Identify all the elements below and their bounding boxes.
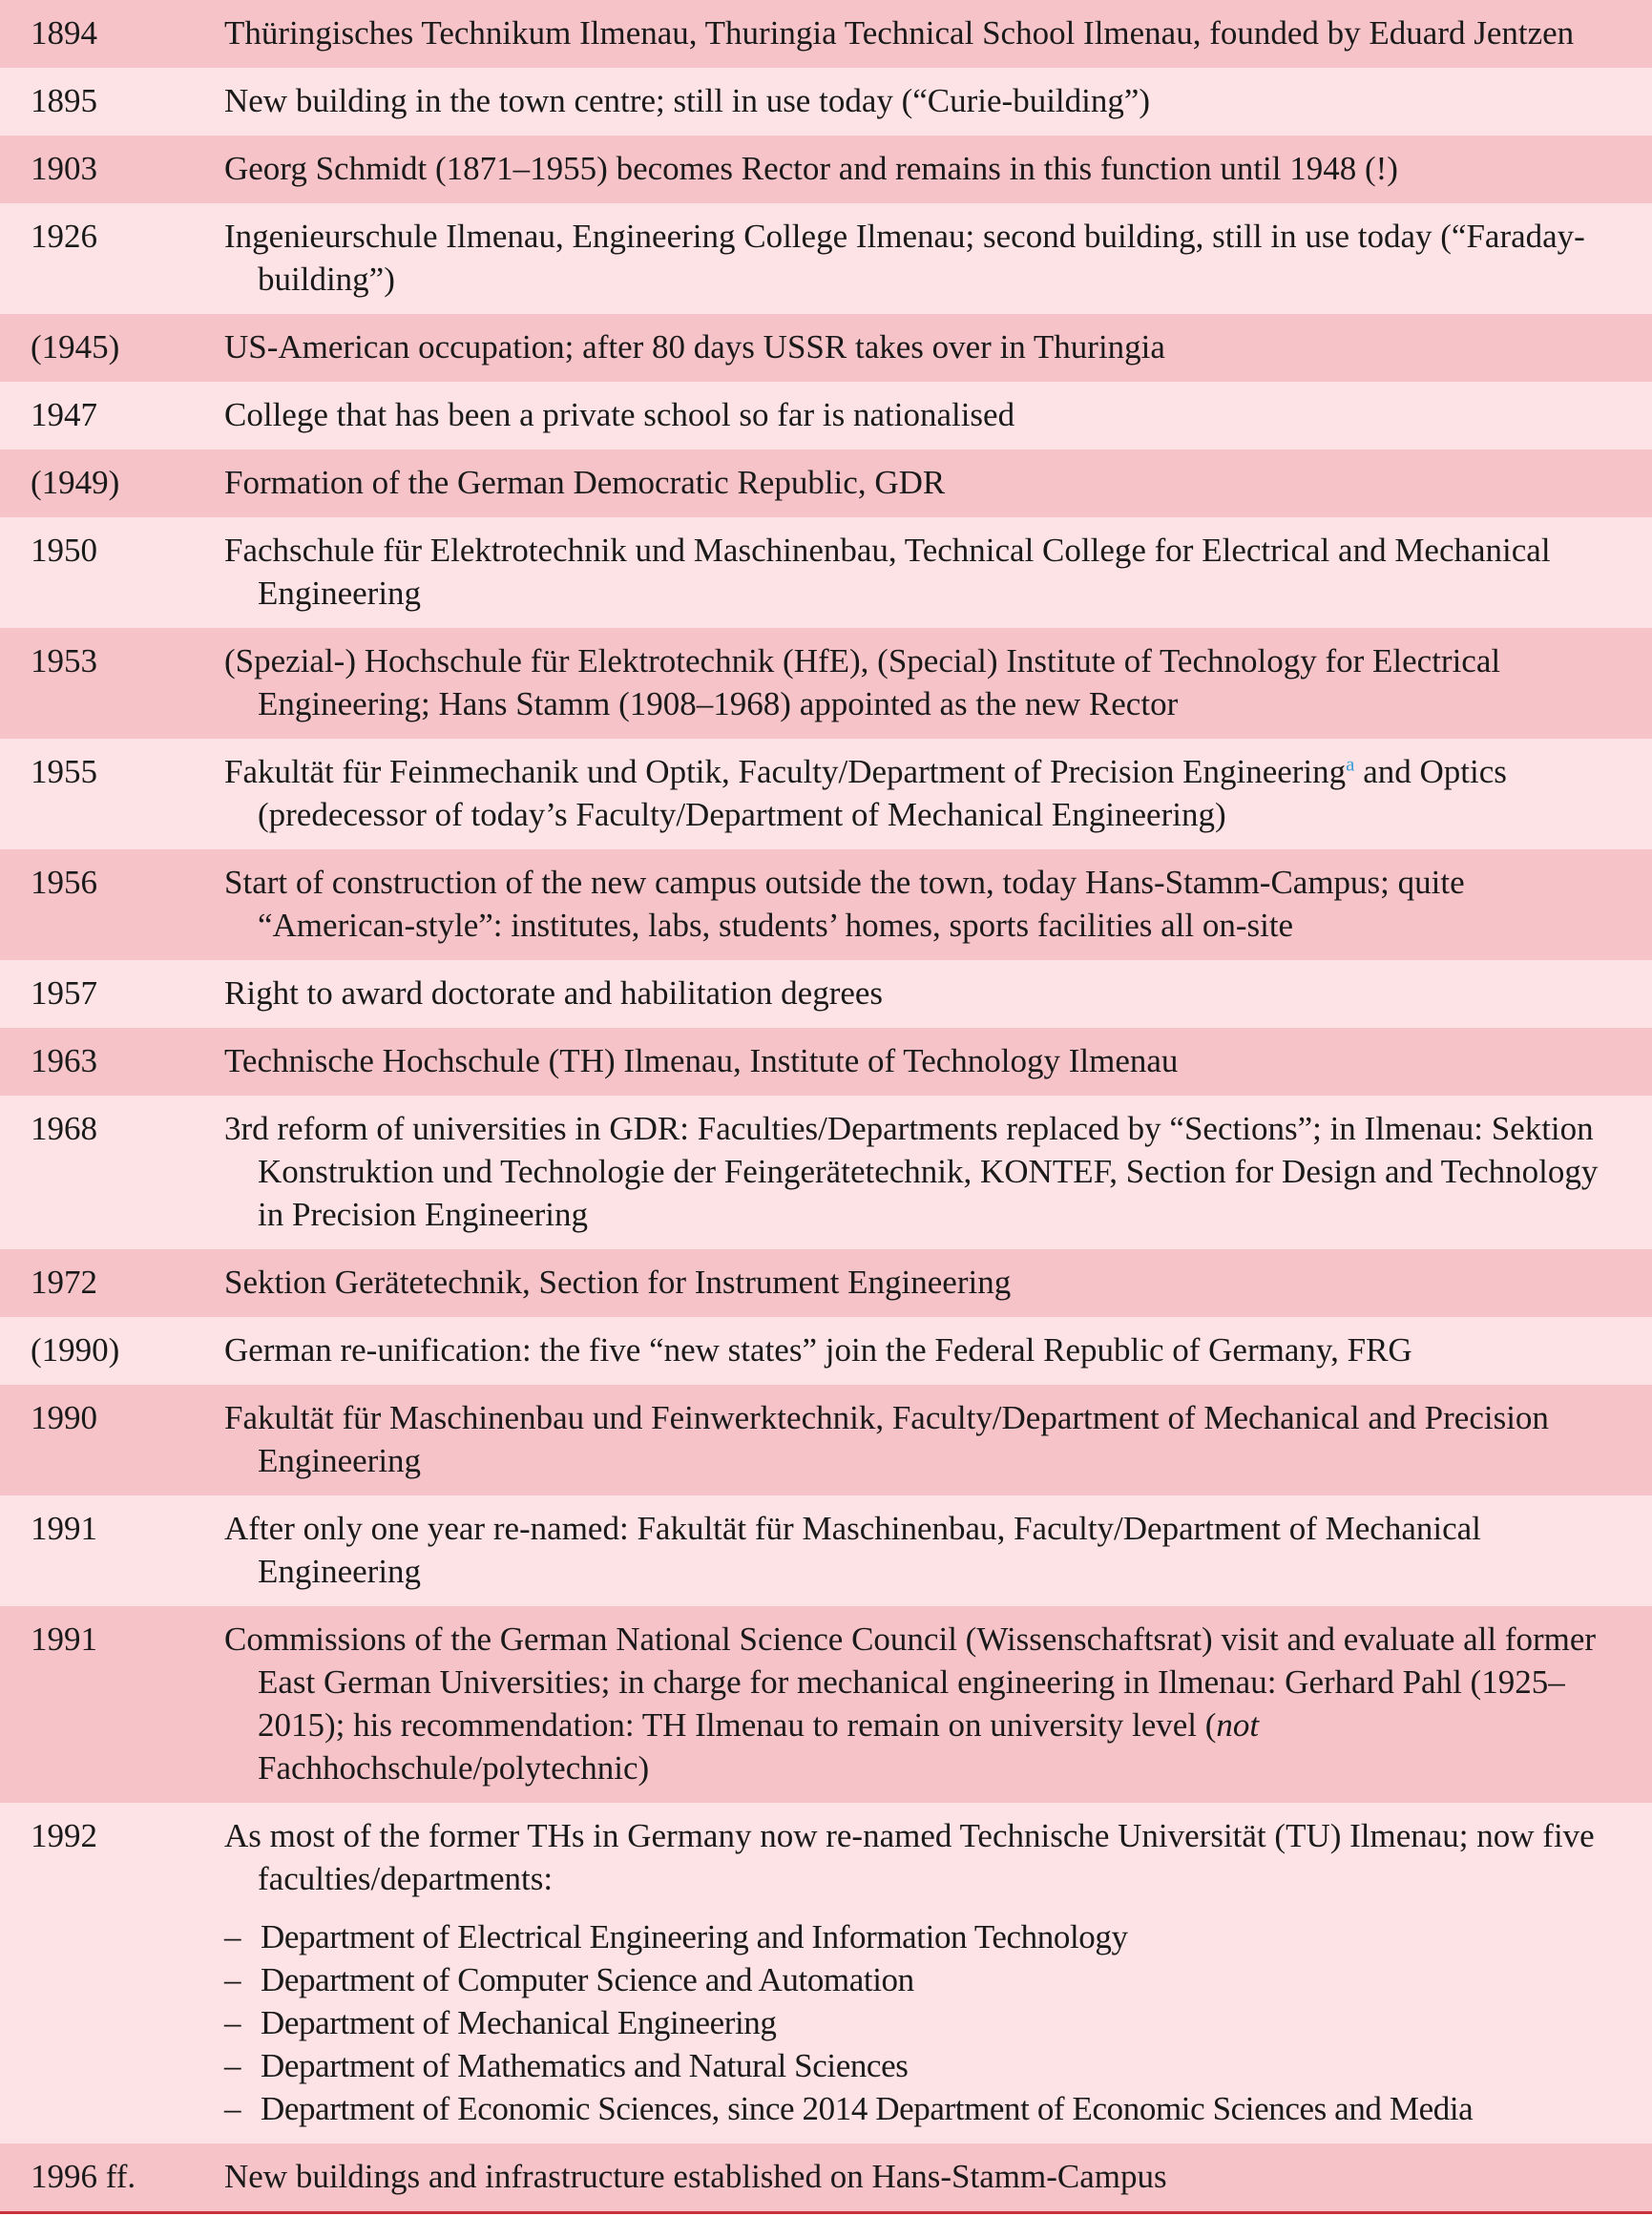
row-event-part: Commissions of the German National Science Council (Wissenschaftsrat) visit and evaluate all former East German Universities; in charge for mechanical engineering in Ilmenau: Gerhard Pahl (1925–2015); his recommendation: TH Ilmenau to remain on university level ( [224,1620,1597,1744]
row-year: 1926 [31,218,97,255]
row-event-text: 3rd reform of universities in GDR: Faculties/Departments replaced by “Sections”; in Ilmenau: Sektion Konstruktion und Technologie der Feingerätetechnik, KONTEF, Section for Design and Technology in Precision Engineering [224,1110,1599,1233]
row-year: 1895 [31,82,97,119]
row-event-text: Sektion Gerätetechnik, Section for Instrument Engineering [224,1264,1012,1301]
row-year: 1990 [31,1399,97,1436]
department-name: Department of Electrical Engineering and Information Technology [261,1918,1128,1955]
department-name: Department of Computer Science and Automation [261,1961,914,1998]
row-event-text: Technische Hochschule (TH) Ilmenau, Institute of Technology Ilmenau [224,1042,1179,1079]
table-row [0,739,1652,849]
list-item [224,1915,1623,1958]
row-event-text: Ingenieurschule Ilmenau, Engineering College Ilmenau; second building, still in use today (“Faraday-building”) [224,218,1585,298]
row-event [224,325,1652,368]
row-event [224,1618,1652,1789]
table-row [0,2143,1652,2211]
row-event-text: Start of construction of the new campus outside the town, today Hans-Stamm-Campus; quite “American-style”: institutes, labs, students’ homes, sports facilities all on-site [224,864,1465,944]
table-row [0,1317,1652,1385]
row-event [224,11,1652,54]
row-event [224,215,1652,301]
row-event-text: New buildings and infrastructure established on Hans-Stamm-Campus [224,2158,1167,2195]
table-row [0,203,1652,314]
row-year: (1949) [31,464,120,501]
row-year: 1953 [31,642,97,679]
list-item [224,2087,1623,2130]
row-event [224,861,1652,947]
list-dash: – [224,2090,241,2127]
row-event [224,639,1652,725]
row-year: 1963 [31,1042,97,1079]
row-year: 1968 [31,1110,97,1147]
department-name: Department of Mechanical Engineering [261,2004,777,2041]
table-row [0,382,1652,449]
list-item [224,2001,1623,2044]
row-year: 1956 [31,864,97,901]
row-event [224,1261,1652,1304]
row-event [224,147,1652,190]
list-item [224,2044,1623,2087]
row-year: 1947 [31,396,97,433]
row-event-text: College that has been a private school so far is nationalised [224,396,1015,433]
row-year: 1972 [31,1264,97,1301]
row-event-text: Fachschule für Elektrotechnik und Maschinenbau, Technical College for Electrical and Mechanical Engineering [224,532,1551,612]
department-list [224,1915,1623,2130]
row-event [224,750,1652,836]
row-event [224,1814,1652,2130]
row-event [224,529,1652,615]
table-row [0,314,1652,382]
row-event-text [224,1618,1623,1789]
row-event [224,1396,1652,1482]
table-row [0,1096,1652,1249]
row-event-text: Fakultät für Maschinenbau und Feinwerktechnik, Faculty/Department of Mechanical and Precision Engineering [224,1399,1549,1479]
table-row [0,0,1652,68]
row-year: 1903 [31,150,97,187]
footnote-marker[interactable]: a [1346,752,1355,776]
row-event-text: After only one year re-named: Fakultät für Maschinenbau, Faculty/Department of Mechanical Engineering [224,1510,1481,1590]
table-row [0,1803,1652,2143]
row-year: (1945) [31,328,120,366]
table-row [0,1028,1652,1096]
row-event [224,79,1652,122]
table-row [0,849,1652,960]
row-year: 1957 [31,974,97,1012]
row-year: 1996 ff. [31,2158,136,2195]
row-year: 1991 [31,1620,97,1658]
row-event [224,461,1652,504]
table-row [0,1606,1652,1803]
row-event [224,1328,1652,1371]
row-event-text: (Spezial-) Hochschule für Elektrotechnik (HfE), (Special) Institute of Technology for Electrical Engineering; Hans Stamm (1908–1968) appointed as the new Rector [224,642,1501,722]
row-event-text: Thüringisches Technikum Ilmenau, Thuringia Technical School Ilmenau, founded by Eduard Jentzen [224,14,1575,52]
row-event-emphasis: not [1216,1706,1260,1744]
row-year: 1955 [31,753,97,790]
table-row [0,1249,1652,1317]
list-dash: – [224,2047,241,2084]
row-year: 1992 [31,1817,97,1854]
row-event-part: Fachhochschule/polytechnic) [258,1749,650,1787]
table-row [0,68,1652,136]
row-event-text: Georg Schmidt (1871–1955) becomes Rector and remains in this function until 1948 (!) [224,150,1398,187]
row-event [224,1107,1652,1236]
table-row [0,1495,1652,1606]
list-item [224,1958,1623,2001]
row-event-part: and Optics (predecessor of today’s Faculty/Department of Mechanical Engineering) [258,753,1507,833]
table-row [0,960,1652,1028]
row-event [224,1507,1652,1593]
table-row [0,517,1652,628]
row-event-text: German re-unification: the five “new states” join the Federal Republic of Germany, FRG [224,1331,1412,1369]
row-event [224,2155,1652,2198]
department-name: Department of Economic Sciences, since 2014 Department of Economic Sciences and Media [261,2090,1474,2127]
row-event-text [224,750,1623,836]
department-name: Department of Mathematics and Natural Sciences [261,2047,909,2084]
row-year: (1990) [31,1331,120,1369]
row-event [224,1039,1652,1082]
row-event-text: As most of the former THs in Germany now re-named Technische Universität (TU) Ilmenau; now five faculties/departments: [224,1817,1595,1897]
table-row [0,136,1652,203]
row-event-text: New building in the town centre; still in use today (“Curie-building”) [224,82,1151,119]
row-event [224,393,1652,436]
row-event-text: Right to award doctorate and habilitation degrees [224,974,884,1012]
row-year: 1991 [31,1510,97,1547]
row-event-text: Formation of the German Democratic Republic, GDR [224,464,946,501]
table-row [0,449,1652,517]
table-row [0,1385,1652,1495]
row-event-text: US-American occupation; after 80 days USSR takes over in Thuringia [224,328,1165,366]
row-event-part: Fakultät für Feinmechanik und Optik, Faculty/Department of Precision Engineering [224,753,1347,790]
table-row [0,628,1652,739]
row-event [224,972,1652,1014]
row-year: 1950 [31,532,97,569]
list-dash: – [224,2004,241,2041]
list-dash: – [224,1918,241,1955]
row-year: 1894 [31,14,97,52]
list-dash: – [224,1961,241,1998]
